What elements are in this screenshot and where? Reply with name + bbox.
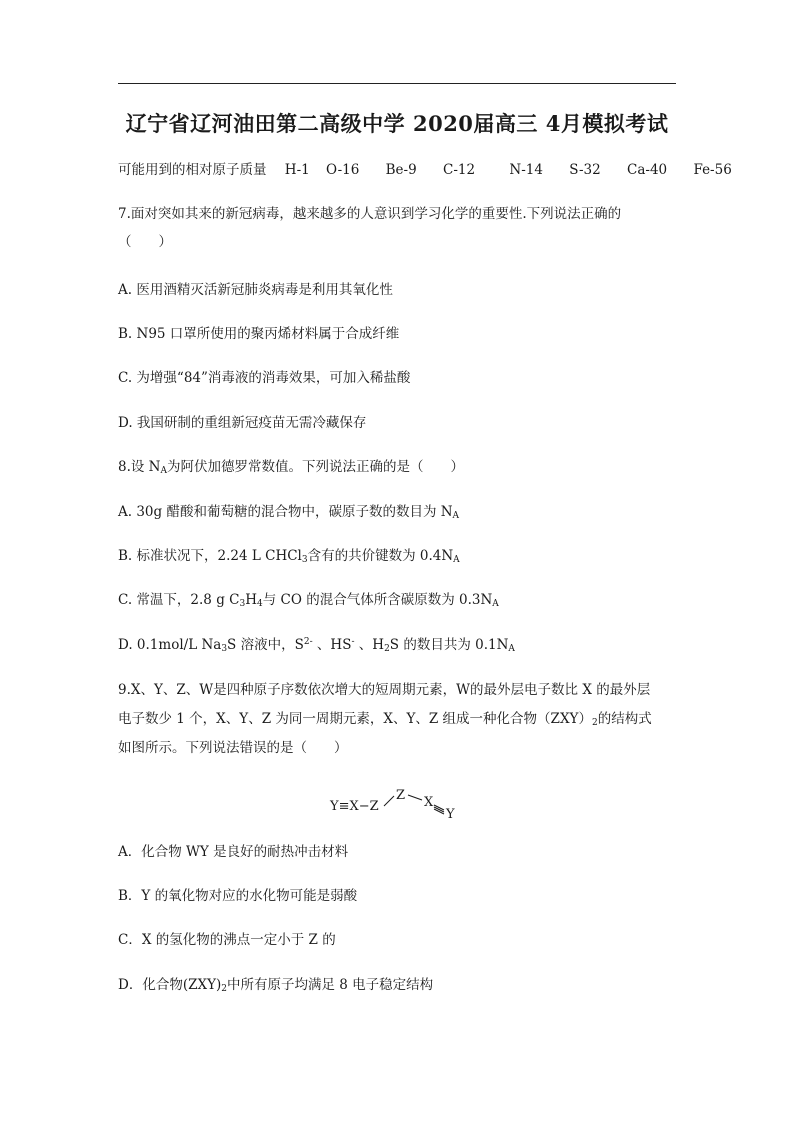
q8-d-text: S 的数目共为 0.1N xyxy=(389,637,509,653)
struct-z2: Z xyxy=(396,788,406,803)
q8-d-text: 、H xyxy=(354,637,385,653)
q9-stem-text: 电子数少 1 个，X、Y、Z 为同一周期元素，X、Y、Z 组成一种化合物（ZXY） xyxy=(118,711,592,727)
struct-bond xyxy=(384,796,394,806)
q9-option-b: B．Y 的氧化物对应的水化物可能是弱酸 xyxy=(118,888,358,904)
q8-c-text: 与 CO 的混合气体所含碳原数为 0.3N xyxy=(262,592,493,608)
q8-option-d xyxy=(118,636,515,654)
q7-option-b: B. N95 口罩所使用的聚丙烯材料属于合成纤维 xyxy=(118,326,400,342)
q8-stem-sub: A xyxy=(160,466,167,476)
q8-d-sub: 2 xyxy=(384,644,390,654)
mass-item: Be-9 xyxy=(385,162,417,178)
q8-d-sup: 2- xyxy=(303,637,313,647)
struct-left: Y≡X−Z xyxy=(330,799,379,814)
atomic-mass-line xyxy=(118,161,732,179)
q8-option-b xyxy=(118,547,460,565)
q8-stem xyxy=(118,458,464,476)
q8-c-text: C. 常温下，2.8 g C xyxy=(118,592,240,608)
q7-option-a: A. 医用酒精灭活新冠肺炎病毒是利用其氧化性 xyxy=(118,282,393,298)
q7-option-d: D. 我国研制的重组新冠疫苗无需冷藏保存 xyxy=(118,415,367,431)
q8-d-text: S 溶液中，S xyxy=(227,637,304,653)
q8-c-sub: A xyxy=(492,599,499,609)
q8-b-sub: A xyxy=(453,555,460,565)
struct-bond xyxy=(408,795,422,800)
q8-d-sub: A xyxy=(508,644,515,654)
mass-item: N-14 xyxy=(509,162,543,178)
q9-stem-text: 的结构式 xyxy=(597,711,652,727)
struct-y2: Y xyxy=(446,807,455,822)
q9-stem-sub: 2 xyxy=(591,718,598,728)
header-rule xyxy=(118,83,676,84)
q9-stem-line1: 9.X、Y、Z、W是四种原子序数依次增大的短周期元素，W的最外层电子数比 X 的最外层 xyxy=(118,682,651,698)
q8-c-text: H xyxy=(245,592,257,608)
q8-a-text: A. 30g 醋酸和葡萄糖的混合物中，碳原子数的数目为 N xyxy=(118,504,453,520)
q7-stem-bracket: （ ） xyxy=(118,234,172,250)
q8-option-a xyxy=(118,503,459,521)
q9-option-a: A．化合物 WY 是良好的耐热冲击材料 xyxy=(118,844,349,860)
mass-item: H-1 xyxy=(284,162,310,178)
page-title: 辽宁省辽河油田第二高级中学 2020届高三 4月模拟考试 xyxy=(125,111,669,136)
q8-b-text: B. 标准状况下，2.24 L CHCl xyxy=(118,548,302,564)
q7-option-c: C. 为增强“84”消毒液的消毒效果，可加入稀盐酸 xyxy=(118,370,411,386)
q9-option-c: C．X 的氢化物的沸点一定小于 Z 的 xyxy=(118,932,336,948)
mass-item: S-32 xyxy=(569,162,601,178)
q8-d-text: 、HS xyxy=(312,637,352,653)
mass-item: Ca-40 xyxy=(627,162,668,178)
q8-a-sub: A xyxy=(452,511,460,521)
q9-d-text: D．化合物(ZXY) xyxy=(118,977,222,993)
q7-stem: 7.面对突如其来的新冠病毒，越来越多的人意识到学习化学的重要性.下列说法正确的 xyxy=(118,206,622,222)
q8-c-sub: 3 xyxy=(239,599,246,609)
q9-d-text: 中所有原子均满足 8 电子稳定结构 xyxy=(227,977,434,993)
q9-stem-line2 xyxy=(118,710,652,728)
q8-d-sup: - xyxy=(351,637,355,647)
q8-c-sub: 4 xyxy=(256,599,263,609)
q9-d-sub: 2 xyxy=(221,984,227,994)
struct-x2: X xyxy=(424,795,434,810)
q9-option-d xyxy=(118,976,433,994)
mass-item: Fe-56 xyxy=(693,162,732,178)
mass-item: C-12 xyxy=(443,162,476,178)
q8-d-text: D. 0.1mol/L Na xyxy=(118,637,222,653)
q8-b-text: 含有的共价键数为 0.4N xyxy=(307,548,454,564)
mass-item: O-16 xyxy=(326,162,360,178)
q8-option-c xyxy=(118,591,499,609)
atomic-mass-label: 可能用到的相对原子质量 xyxy=(118,162,267,178)
q9-stem-line3: 如图所示。下列说法错误的是（ ） xyxy=(118,740,348,756)
structural-formula xyxy=(328,786,468,822)
q8-stem-text: 8.设 N xyxy=(118,459,161,475)
q8-stem-text: 为阿伏加德罗常数值。下列说法正确的是（ ） xyxy=(166,459,464,475)
q8-b-sub: 3 xyxy=(301,555,308,565)
q8-d-sub: 3 xyxy=(221,644,228,654)
